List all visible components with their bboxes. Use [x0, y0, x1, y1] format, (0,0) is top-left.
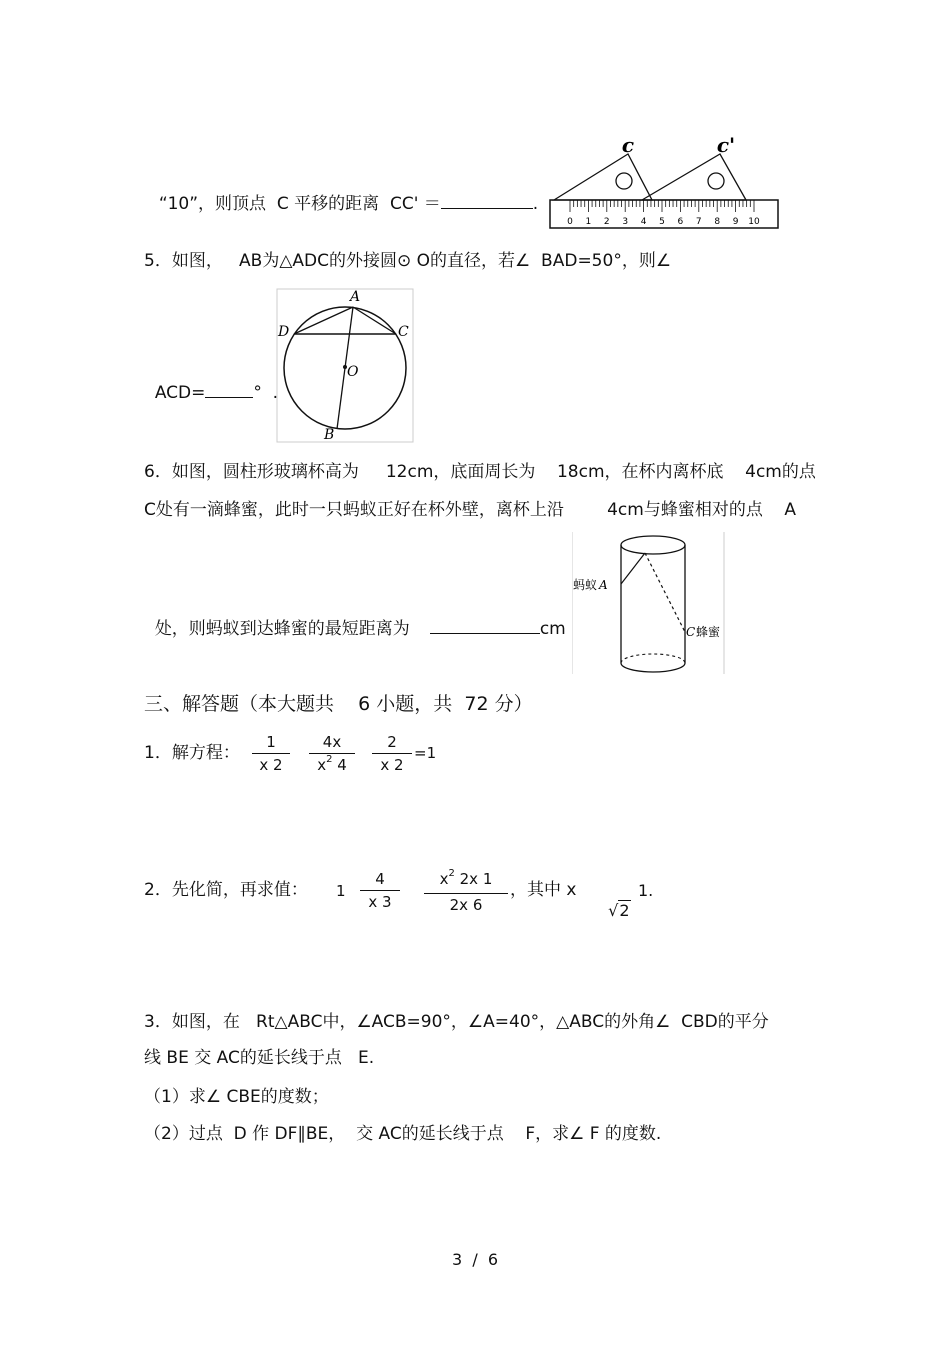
p2-sqrt-val: 2 [619, 901, 630, 920]
ruler-tick-label: 4 [640, 217, 647, 227]
q5-line1: 5．如图， AB为△ADC的外接圆⊙ O的直径，若∠ BAD=50°，则∠ [144, 251, 672, 271]
p1-fraction-1 [252, 733, 290, 774]
p3-line1: 3．如图，在 Rt△ABC中，∠ACB=90°，∠A=40°，△ABC的外角∠ CBD的平分 [144, 1012, 769, 1032]
p2-mid: ，其中 x [510, 880, 577, 900]
circle-label-a: A [350, 289, 361, 305]
p1-f1-den: x 2 [259, 756, 283, 774]
circle-label-c: C [398, 324, 409, 340]
p2-f1-den: x 3 [368, 893, 392, 911]
p1-f2-num: 4x [322, 733, 342, 751]
p1-f2-den-a: x [317, 756, 327, 774]
section-3-title: 三、解答题（本大题共 6 小题，共 72 分） [144, 693, 533, 715]
p1-f2-den-sup: 2 [326, 754, 333, 765]
p2-tail: 1. [638, 881, 654, 900]
cyl-label-c: C [686, 625, 696, 639]
ruler-tick-label: 2 [603, 217, 610, 227]
ruler-tick-label: 9 [732, 217, 739, 227]
p2-prefix: 2．先化简，再求值： [144, 880, 308, 900]
ruler-tick-label: 0 [567, 217, 573, 227]
circle-label-d: D [278, 324, 290, 340]
cyl-label-honey: 蜂蜜 [696, 625, 721, 639]
ruler-triangle-figure [548, 136, 783, 234]
q6-line1: 6．如图，圆柱形玻璃杯高为 12cm，底面周长为 18cm，在杯内离杯底 4cm的点 [144, 462, 816, 482]
p1-fraction-3 [372, 733, 412, 774]
p1-f1-num: 1 [266, 733, 276, 751]
p1-f3-num: 2 [387, 733, 397, 751]
cyl-label-a: A [599, 578, 608, 592]
q6-line2: C处有一滴蜂蜜，此时一只蚂蚁正好在杯外壁，离杯上沿 4cm与蜂蜜相对的点 A [144, 500, 797, 520]
q4-answer-blank [441, 190, 533, 209]
p3-sub2: （2）过点 D 作 DF∥BE， 交 AC的延长线于点 F，求∠ F 的度数. [144, 1124, 662, 1144]
q6-unit: cm [539, 619, 566, 639]
q5-answer-blank [205, 379, 253, 398]
p1-f3-den: x 2 [380, 756, 404, 774]
p2-f1-num: 4 [375, 870, 385, 888]
p2-fraction-2 [424, 870, 508, 914]
p1-fraction-2 [309, 733, 355, 777]
ruler-tick-label: 6 [677, 217, 684, 227]
ruler-tick-label: 5 [659, 217, 665, 227]
p1-tail: =1 [414, 744, 437, 762]
ruler-tick-label: 1 [585, 217, 592, 227]
q4-tail-main: “10”，则顶点 C 平移的距离 CC' ＝ [158, 194, 441, 214]
p3-sub1: （1）求∠ CBE的度数； [144, 1087, 329, 1107]
p3-line2: 线 BE 交 AC的延长线于点 E. [144, 1048, 375, 1068]
p2-f2-den: 2x 6 [449, 896, 483, 914]
q4-tail-end: . [532, 194, 539, 214]
p2-f2-num-b: 2x 1 [454, 870, 493, 888]
circle-figure [276, 288, 414, 444]
q6-line3 [144, 595, 566, 639]
q5-line2-prefix: ACD= [154, 383, 206, 403]
label-c-prime: c' [716, 136, 736, 157]
p2-f2-num-a: x [439, 870, 449, 888]
ruler-tick-label: 8 [714, 217, 721, 227]
page-number: 3 / 6 [452, 1250, 499, 1269]
p2-f2-num-sup: 2 [448, 868, 455, 879]
q6-answer-blank [430, 615, 540, 634]
p1-f2-den-b: 4 [332, 756, 347, 774]
q5-line2 [144, 359, 278, 403]
label-c: c [621, 136, 635, 157]
ruler-tick-label: 10 [748, 217, 760, 227]
circle-label-b: B [324, 427, 335, 443]
q4-tail-text [148, 170, 538, 214]
cyl-label-ant: 蚂蚁 [573, 578, 598, 592]
p2-fraction-1 [360, 870, 400, 911]
cylinder-figure [572, 532, 725, 674]
ruler-tick-label: 7 [695, 217, 702, 227]
p1-prefix: 1．解方程： [144, 743, 240, 763]
q5-line2-tail: ° . [253, 383, 279, 403]
p2-one: 1 [336, 882, 346, 900]
q6-line3-text: 处，则蚂蚁到达蜂蜜的最短距离为 [154, 619, 410, 639]
sqrt-icon: √ [608, 901, 619, 920]
ruler-tick-label: 3 [622, 217, 629, 227]
p2-sqrt [598, 881, 631, 921]
circle-label-o: O [347, 364, 359, 380]
